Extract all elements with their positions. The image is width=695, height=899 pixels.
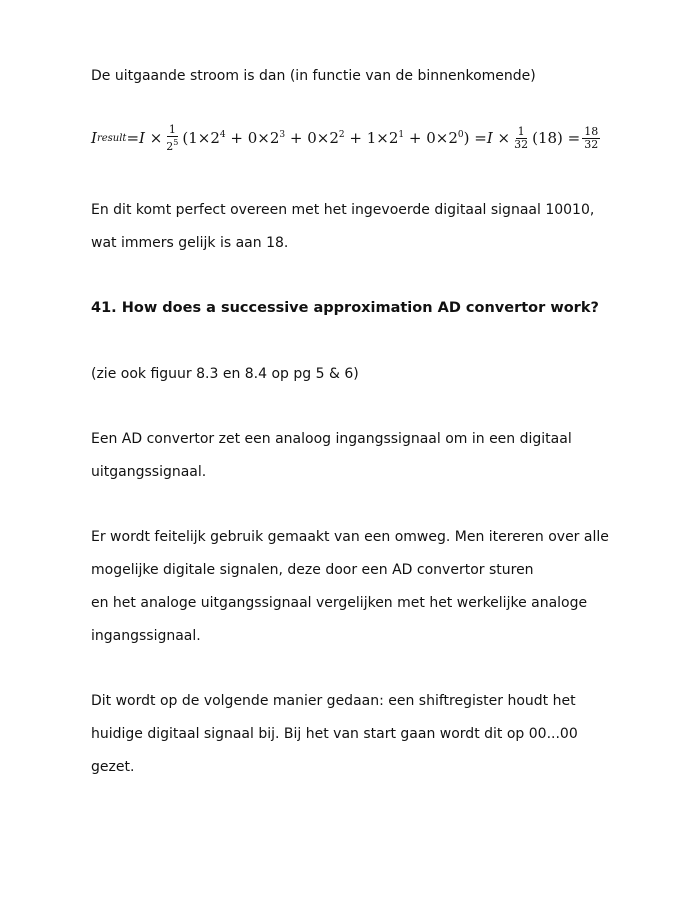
formula-sum: $(1\times 2^4 + 0\times 2^3 + 0\times 2^2 + 1\times 2^1 + 0\times 2^0)$ = <box>182 129 487 147</box>
fraction-1-over-2-pow-5 <box>164 124 180 153</box>
detour-line-4: ingangssignaal. <box>91 628 201 644</box>
formula-subscript: result <box>96 132 127 144</box>
formula-eq: = <box>126 129 140 147</box>
match-line-2: wat immers gelijk is aan 18. <box>91 235 289 251</box>
definition-line-1: Een AD convertor zet een analoog ingangssignaal om in een digitaal <box>91 431 572 447</box>
shift-line-1: Dit wordt op de volgende manier gedaan: een shiftregister houdt het <box>91 693 576 709</box>
shift-line-2: huidige digitaal signaal bij. Bij het van start gaan wordt dit op 00...00 <box>91 726 578 742</box>
fraction-18-over-32: $\frac{18}{32}$ <box>584 124 599 151</box>
question-heading: 41. How does a successive approximation AD convertor work? <box>91 300 599 316</box>
formula-times-2: I × <box>486 129 511 147</box>
detour-line-3: en het analoge uitgangssignaal vergelijken met het werkelijke analoge <box>91 595 588 611</box>
fraction-denominator: $2^5$ <box>166 137 179 153</box>
shift-line-3: gezet. <box>91 759 135 775</box>
detour-line-1: Er wordt feitelijk gebruik gemaakt van een omweg. Men itereren over alle <box>91 529 609 545</box>
intro-text: De uitgaande stroom is dan (in functie van de binnenkomende) <box>91 68 536 84</box>
formula-eighteen: (18) = <box>532 129 581 147</box>
definition-line-2: uitgangssignaal. <box>91 464 207 480</box>
match-line-1: En dit komt perfect overeen met het ingevoerde digitaal signaal 10010, <box>91 202 595 218</box>
detour-line-2: mogelijke digitale signalen, deze door een AD convertor sturen <box>91 562 534 578</box>
formula-var: I <box>91 129 97 147</box>
current-formula <box>91 118 602 158</box>
fraction-numerator: 1 <box>168 122 176 136</box>
formula-times: I × <box>139 129 163 147</box>
fraction-1-over-32: $\frac{1}{32}$ <box>514 124 529 151</box>
see-also-text: (zie ook figuur 8.3 en 8.4 op pg 5 & 6) <box>91 366 359 382</box>
